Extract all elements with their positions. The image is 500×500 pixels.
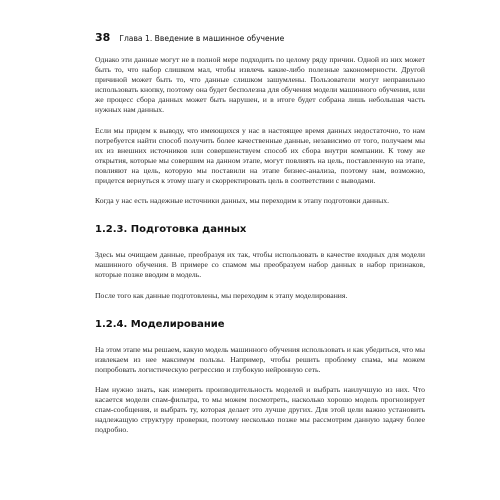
paragraph-data-quality: Однако эти данные могут не в полной мере подходить по целому ряду причин. Одной из них может быть то, что набор слишком мал, чтобы извлечь какие-либо полезные закономерности. Другой причиной может быть то, что данные слишком зашумлены. Пользователи могут неправильно использовать кнопку, поэтому она будет бесполезна для обучения модели машинного обучения, или же процесс сбора данных может быть нарушен, и в итоге будет собрана лишь небольшая часть нужных нам данных.	[95, 55, 425, 115]
paragraph-transition-modeling: После того как данные подготовлены, мы переходим к этапу моделирования.	[95, 290, 348, 300]
section-heading-modeling: 1.2.4. Моделирование	[95, 318, 225, 330]
running-head	[95, 31, 425, 47]
paragraph-model-choice: На этом этапе мы решаем, какую модель машинного обучения использовать и как убедиться, что мы извлекаем из нее максимум пользы. Например, чтобы решить проблему спама, мы можем попробовать логистическую регрессию и глубокую нейронную сеть.	[95, 344, 425, 374]
paragraph-data-cleaning: Здесь мы очищаем данные, преобразуя их так, чтобы использовать в качестве входных для модели машинного обучения. В примере со спамом мы преобразуем набор данных в набор признаков, которые позже вводим в модель.	[95, 250, 425, 280]
page-body	[95, 55, 425, 445]
section-heading-data-preparation: 1.2.3. Подготовка данных	[95, 224, 247, 236]
paragraph-transition-prep: Когда у нас есть надежные источники данных, мы переходим к этапу подготовки данных.	[95, 196, 390, 206]
paragraph-model-evaluation: Нам нужно знать, как измерить производительность моделей и выбрать наилучшую из них. Что касается модели спам-фильтра, то мы можем посмотреть, насколько хорошо модель прогнозирует спам-сообщения, и выбрать ту, которая делает это лучше других. Для этой цели важно установить надлежащую структуру проверки, поэтому несколько позже мы рассмотрим данную задачу более подробно.	[95, 384, 425, 435]
paragraph-insufficient-data: Если мы придем к выводу, что имеющихся у нас в настоящее время данных недостаточно, то нам потребуется найти способ получить более качественные данные, независимо от того, получаем мы их из внешних источников или совершенствуем способ их сбора внутри компании. К тому же открытия, которые мы совершим на данном этапе, могут повлиять на цель, поставленную на этапе, повлияют на цель, которую мы поставили на этапе бизнес-анализа, поэтому нам, возможно, придется вернуться к этому шагу и скорректировать цель в соответствии с выводами.	[95, 125, 425, 186]
page-number: 38	[95, 31, 111, 44]
chapter-title: Глава 1. Введение в машинное обучение	[119, 34, 285, 43]
